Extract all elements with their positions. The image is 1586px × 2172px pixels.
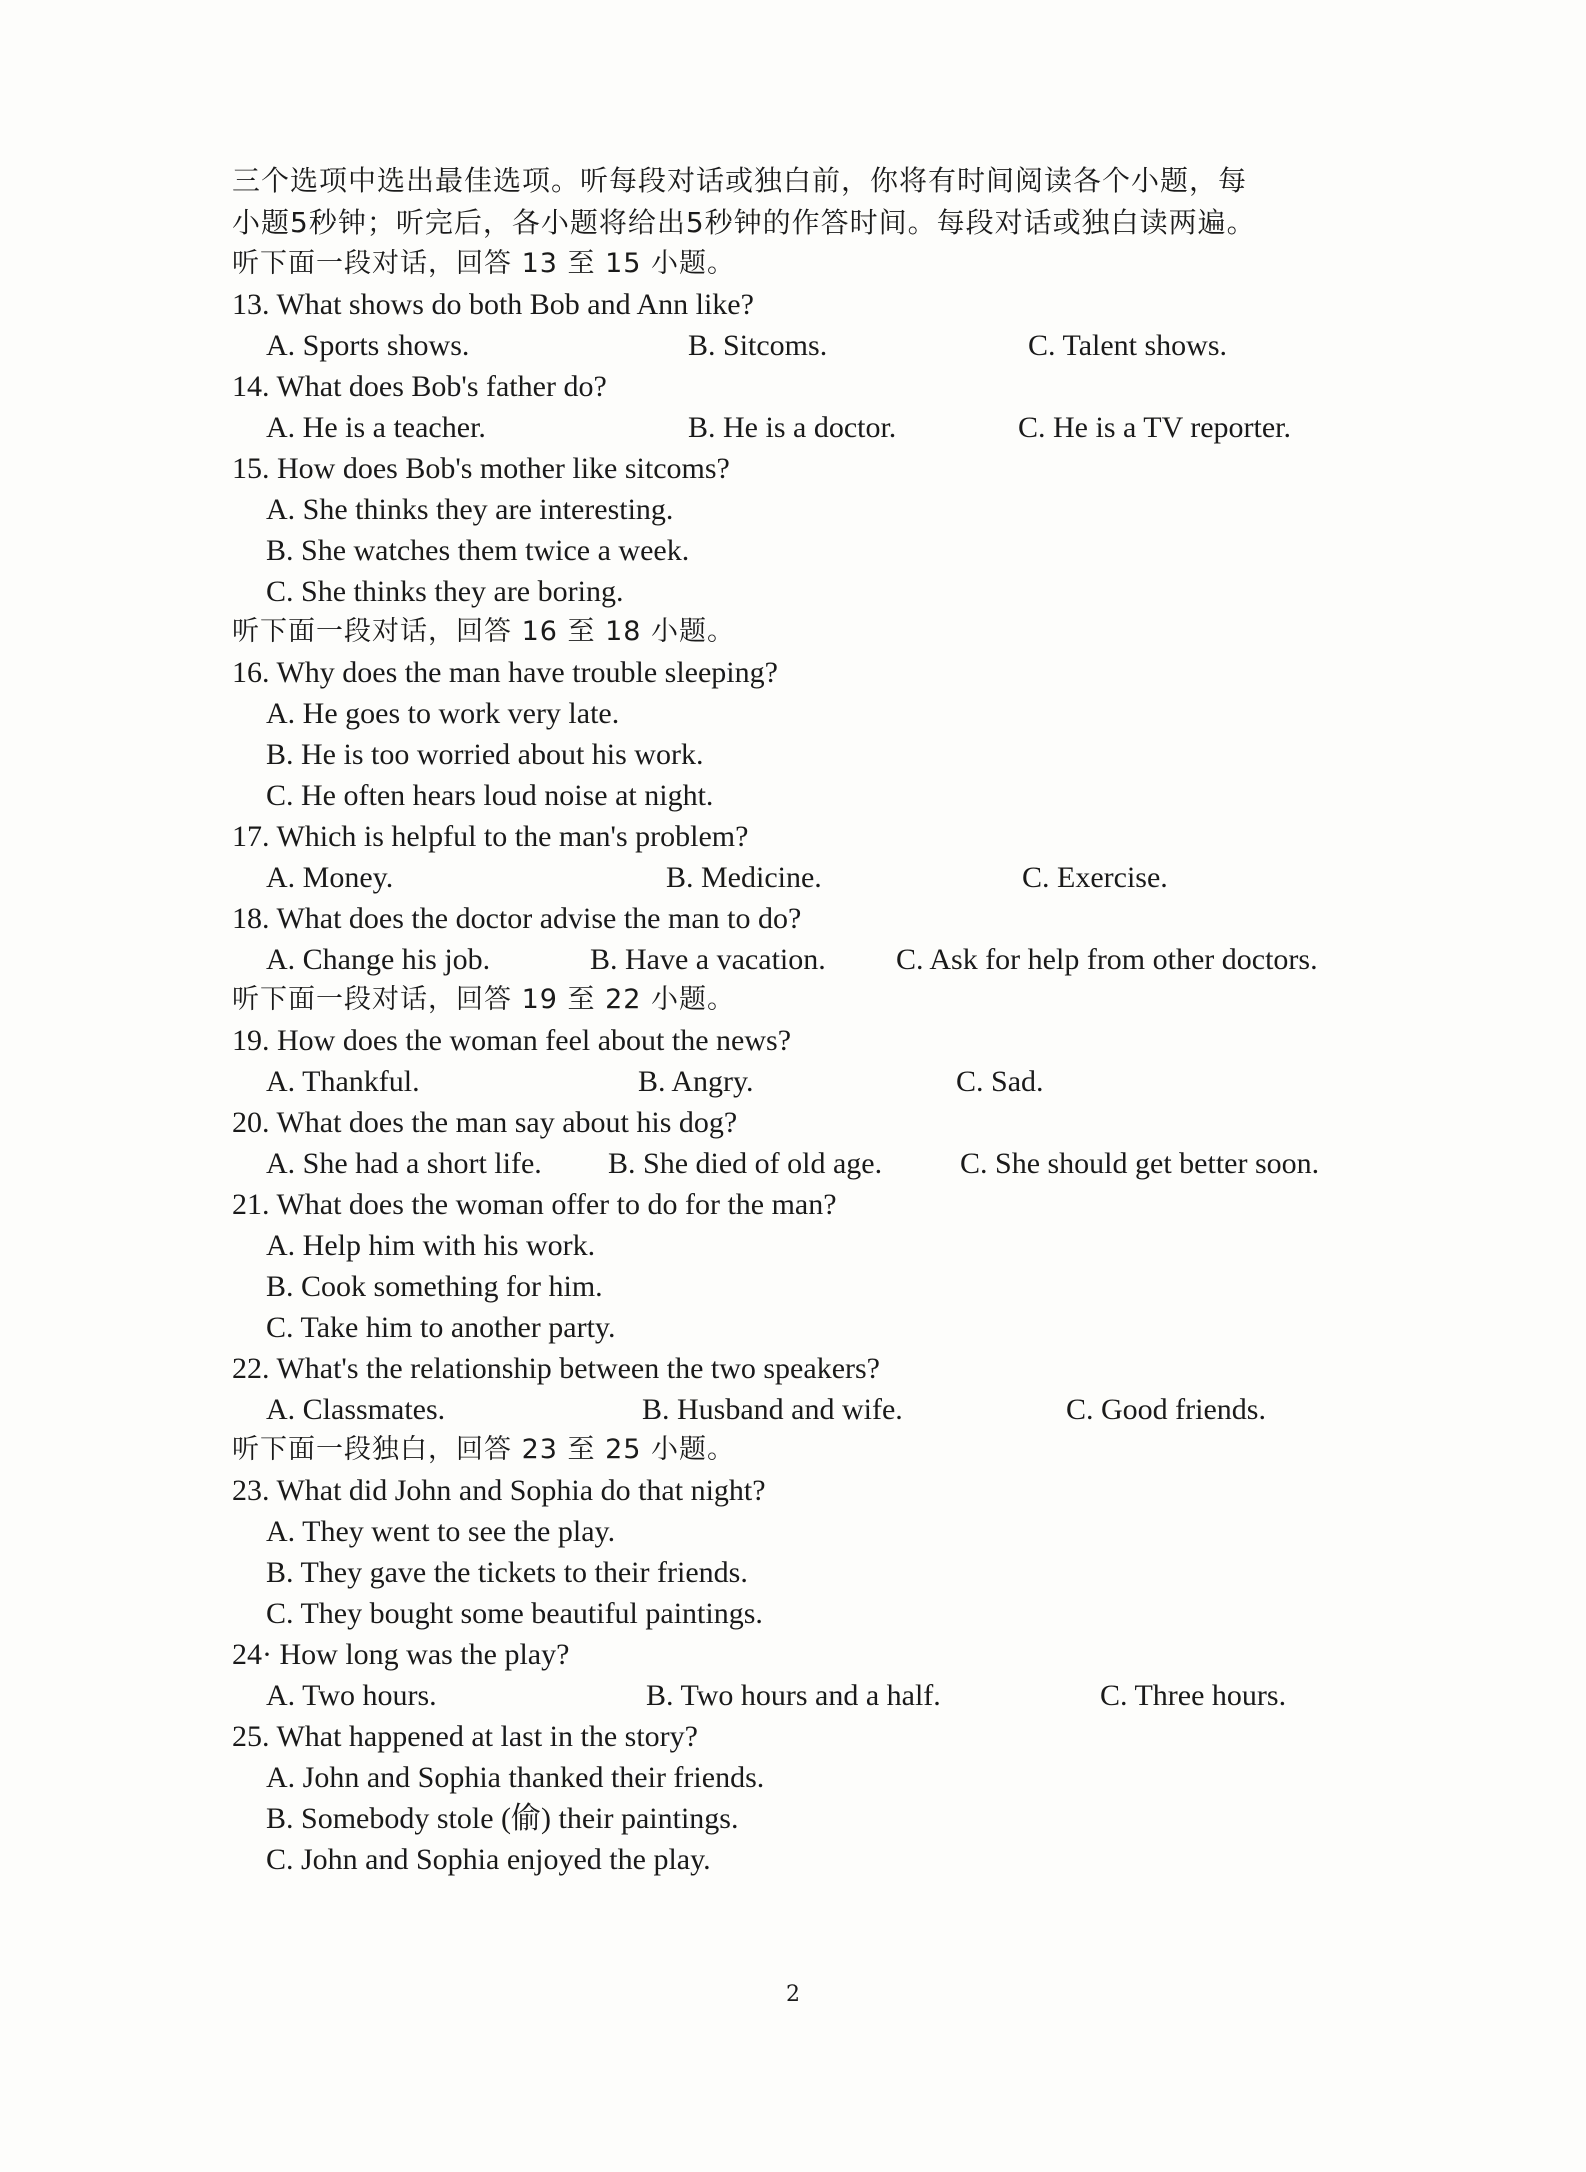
section-title-13-15: 听下面一段对话，回答 13 至 15 小题。 bbox=[232, 248, 736, 279]
intro-line-2: 小题5秒钟；听完后，各小题将给出5秒钟的作答时间。每段对话或独白读两遍。 bbox=[232, 206, 1256, 239]
option-c: C. Sad. bbox=[956, 1065, 1044, 1098]
option-a: A. He goes to work very late. bbox=[266, 697, 620, 730]
page-number: 2 bbox=[786, 1982, 800, 2007]
option-c: C. She thinks they are boring. bbox=[266, 575, 624, 608]
option-c: C. Talent shows. bbox=[1028, 329, 1228, 362]
option-a: A. They went to see the play. bbox=[266, 1515, 616, 1548]
options-13 bbox=[232, 325, 1382, 366]
exam-page bbox=[232, 160, 1382, 1880]
option-b: B. Angry. bbox=[638, 1065, 754, 1098]
option-a: A. Classmates. bbox=[266, 1393, 446, 1426]
option-b: B. Two hours and a half. bbox=[646, 1679, 941, 1712]
option-a: A. Change his job. bbox=[266, 943, 491, 976]
option-c: C. Take him to another party. bbox=[266, 1311, 616, 1344]
question-20: 20. What does the man say about his dog? bbox=[232, 1106, 738, 1139]
options-19 bbox=[232, 1061, 1382, 1102]
option-b: B. Somebody stole (偷) their paintings. bbox=[266, 1802, 739, 1835]
option-a: A. Help him with his work. bbox=[266, 1229, 596, 1262]
question-13: 13. What shows do both Bob and Ann like? bbox=[232, 288, 754, 321]
option-c: C. Three hours. bbox=[1100, 1679, 1287, 1712]
option-a: A. Two hours. bbox=[266, 1679, 437, 1712]
option-a: A. She thinks they are interesting. bbox=[266, 493, 674, 526]
option-c: C. They bought some beautiful paintings. bbox=[266, 1597, 763, 1630]
question-22: 22. What's the relationship between the two speakers? bbox=[232, 1352, 880, 1385]
option-a: A. Thankful. bbox=[266, 1065, 420, 1098]
intro-line-1: 三个选项中选出最佳选项。听每段对话或独白前，你将有时间阅读各个小题，每 bbox=[232, 164, 1248, 197]
section-title-23-25: 听下面一段独白，回答 23 至 25 小题。 bbox=[232, 1434, 736, 1465]
options-18 bbox=[232, 939, 1382, 980]
option-a: A. She had a short life. bbox=[266, 1147, 542, 1180]
options-24 bbox=[232, 1675, 1382, 1716]
option-b: B. Husband and wife. bbox=[642, 1393, 903, 1426]
question-24: 24· How long was the play? bbox=[232, 1638, 570, 1671]
question-25: 25. What happened at last in the story? bbox=[232, 1720, 698, 1753]
question-18: 18. What does the doctor advise the man to do? bbox=[232, 902, 802, 935]
option-c: C. John and Sophia enjoyed the play. bbox=[266, 1843, 711, 1876]
option-c: C. Ask for help from other doctors. bbox=[896, 943, 1318, 976]
option-a: A. Sports shows. bbox=[266, 329, 470, 362]
section-title-19-22: 听下面一段对话，回答 19 至 22 小题。 bbox=[232, 984, 736, 1015]
options-14 bbox=[232, 407, 1382, 448]
option-a: A. Money. bbox=[266, 861, 394, 894]
options-20 bbox=[232, 1143, 1382, 1184]
option-b: B. She watches them twice a week. bbox=[266, 534, 690, 567]
options-17 bbox=[232, 857, 1382, 898]
question-17: 17. Which is helpful to the man's problem? bbox=[232, 820, 749, 853]
option-b: B. Have a vacation. bbox=[590, 943, 826, 976]
option-c: C. Good friends. bbox=[1066, 1393, 1266, 1426]
option-a: A. John and Sophia thanked their friends. bbox=[266, 1761, 765, 1794]
option-b: B. She died of old age. bbox=[608, 1147, 883, 1180]
question-15: 15. How does Bob's mother like sitcoms? bbox=[232, 452, 730, 485]
option-b: B. Sitcoms. bbox=[688, 329, 828, 362]
option-c: C. She should get better soon. bbox=[960, 1147, 1320, 1180]
question-16: 16. Why does the man have trouble sleeping? bbox=[232, 656, 778, 689]
question-19: 19. How does the woman feel about the news? bbox=[232, 1024, 792, 1057]
option-b: B. Cook something for him. bbox=[266, 1270, 603, 1303]
option-b: B. Medicine. bbox=[666, 861, 822, 894]
option-b: B. They gave the tickets to their friends. bbox=[266, 1556, 748, 1589]
options-22 bbox=[232, 1389, 1382, 1430]
section-title-16-18: 听下面一段对话，回答 16 至 18 小题。 bbox=[232, 616, 736, 647]
option-b: B. He is too worried about his work. bbox=[266, 738, 704, 771]
option-a: A. He is a teacher. bbox=[266, 411, 486, 444]
option-c: C. He is a TV reporter. bbox=[1018, 411, 1292, 444]
question-14: 14. What does Bob's father do? bbox=[232, 370, 607, 403]
question-21: 21. What does the woman offer to do for the man? bbox=[232, 1188, 837, 1221]
option-c: C. Exercise. bbox=[1022, 861, 1168, 894]
question-23: 23. What did John and Sophia do that night? bbox=[232, 1474, 766, 1507]
option-b: B. He is a doctor. bbox=[688, 411, 897, 444]
option-c: C. He often hears loud noise at night. bbox=[266, 779, 714, 812]
